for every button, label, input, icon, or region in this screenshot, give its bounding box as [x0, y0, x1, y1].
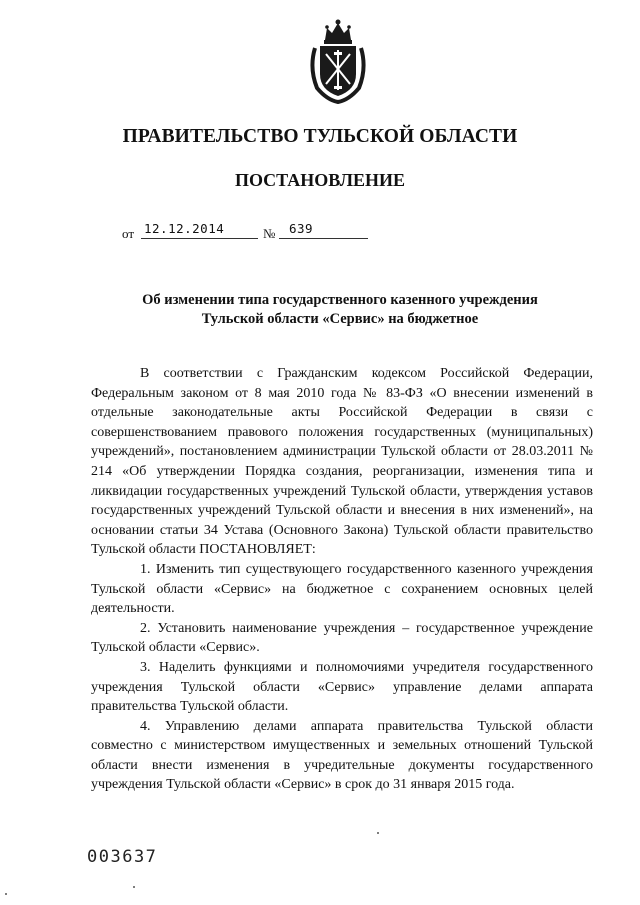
scan-speck: [133, 886, 135, 888]
tula-coat-of-arms-icon: [307, 18, 369, 104]
document-body: [91, 364, 593, 795]
document-type-title: ПОСТАНОВЛЕНИЕ: [234, 170, 406, 190]
date-label: от: [122, 226, 135, 241]
clause-4: 4. Управлению делами аппарата правительства Тульской области совместно с министерством имущественных и земельных отношений Тульской области внести изменения в учредительные документы государственного учреждения Тульской области «Сервис» в срок до 31 января 2015 года.: [91, 718, 593, 793]
clause-2: 2. Установить наименование учреждения – государственное учреждение Тульской области «Сервис».: [91, 620, 593, 656]
organization-title: ПРАВИТЕЛЬСТВО ТУЛЬСКОЙ ОБЛАСТИ: [122, 126, 518, 147]
scan-speck: [5, 893, 7, 895]
preamble-paragraph: В соответствии с Гражданским кодексом Российской Федерации, Федеральным законом от 8 мая 2010 года № 83-ФЗ «О внесении изменений в отдельные законодательные акты Российской Федерации в связи с совершенствованием правового положения государственных (муниципальных) учреждений», постановлением администрации Тульской области от 28.03.2011 № 214 «Об утверждении Порядка создания, реорганизации, изменения типа и ликвидации государственных учреждений Тульской области, утверждения уставов государственных учреждений Тульской области и внесения в них изменений», на основании статьи 34 Устава (Основного Закона) Тульской области правительство Тульской области ПОСТАНОВЛЯЕТ:: [91, 366, 593, 558]
document-subject: [100, 291, 580, 329]
subject-line-2: Тульской области «Сервис» на бюджетное: [201, 311, 479, 327]
scan-speck: [377, 832, 379, 834]
subject-line-1: Об изменении типа государственного казенного учреждения: [142, 292, 538, 308]
number-label: №: [263, 226, 276, 241]
document-meta-row: [122, 221, 382, 241]
date-underline: [141, 238, 258, 239]
date-value: 12.12.2014: [144, 221, 225, 236]
number-value: 639: [289, 221, 314, 236]
serial-number: 003637: [87, 847, 158, 867]
clause-1: 1. Изменить тип существующего государственного казенного учреждения Тульской области «Сервис» на бюджетное с сохранением основных целей деятельности.: [91, 561, 593, 617]
number-underline: [279, 238, 368, 239]
clause-3: 3. Наделить функциями и полномочиями учредителя государственного учреждения Тульской области «Сервис» управление делами аппарата правительства Тульской области.: [91, 659, 593, 715]
